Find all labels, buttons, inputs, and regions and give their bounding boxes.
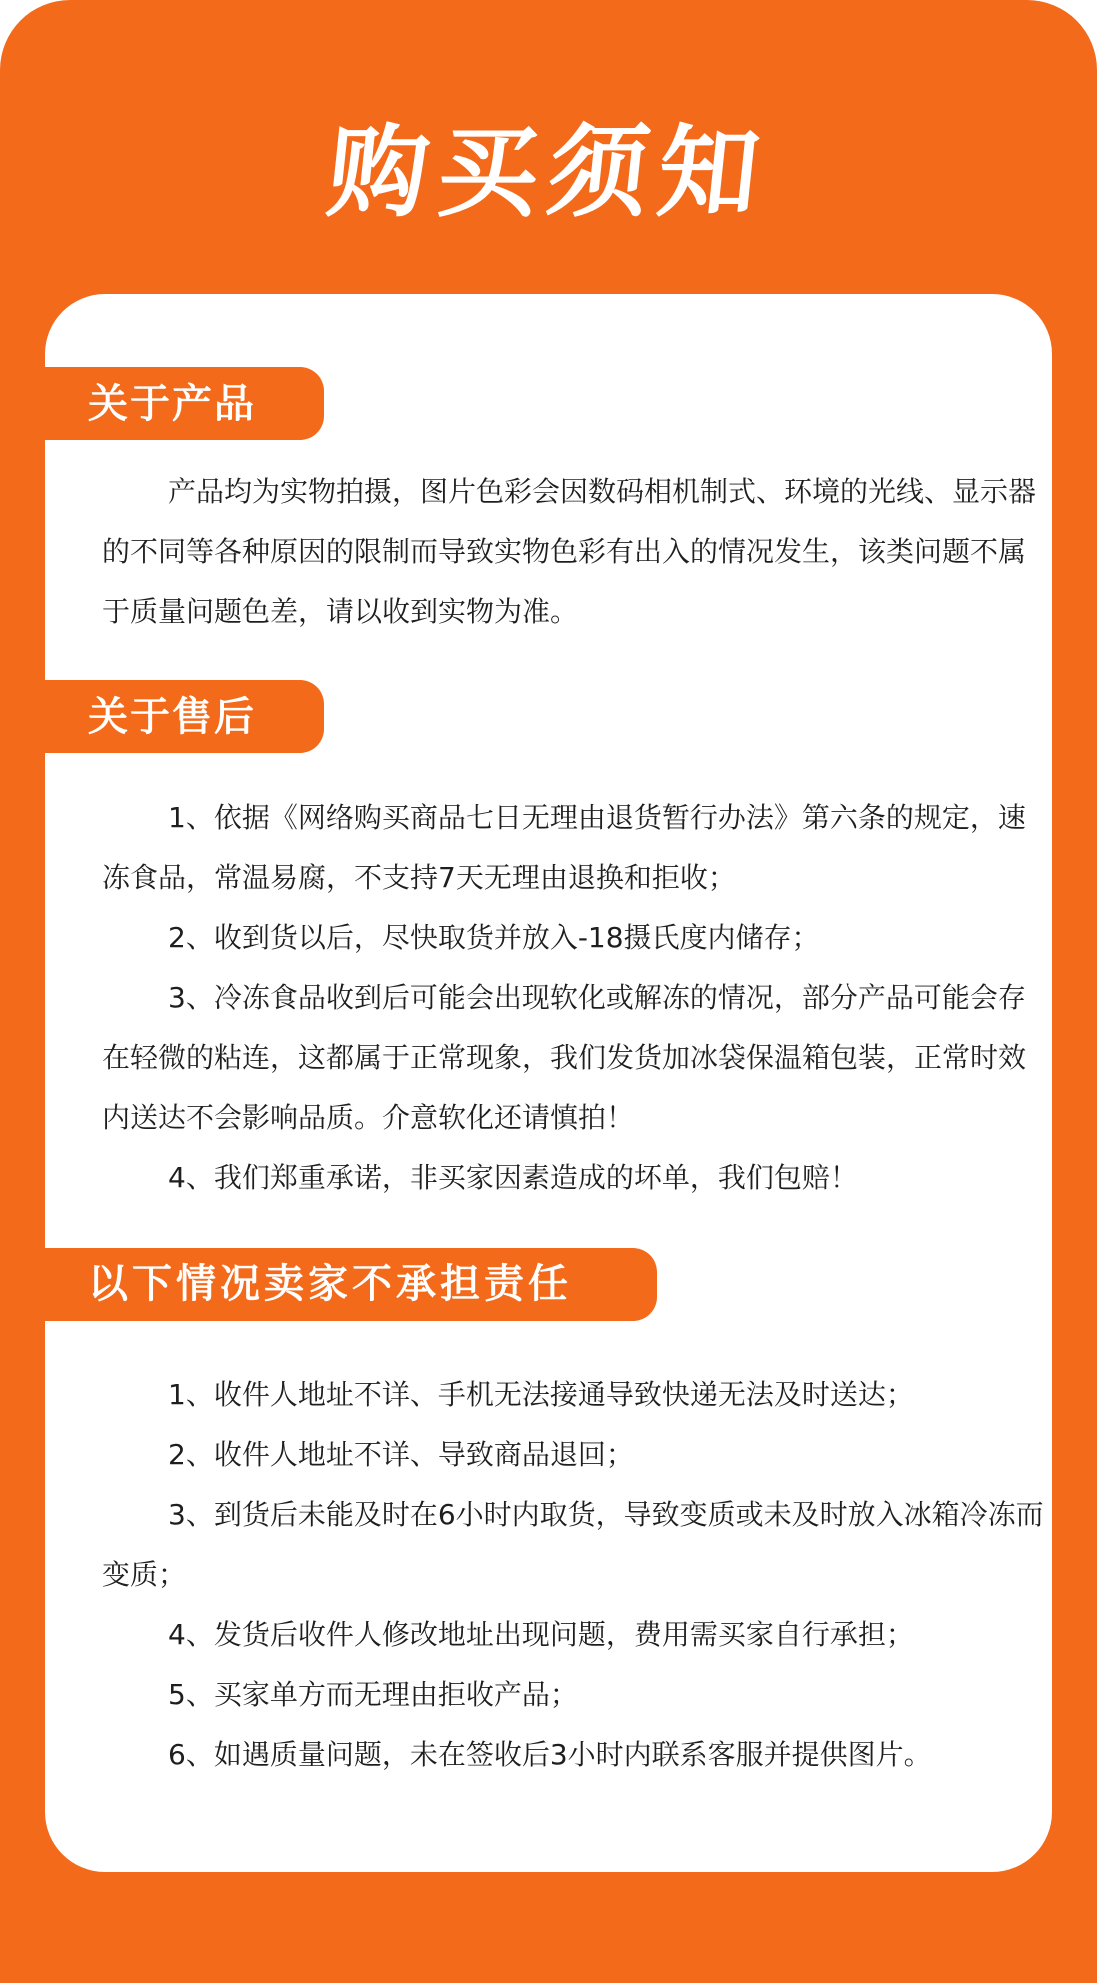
list-item: 6、如遇质量问题，未在签收后3小时内联系客服并提供图片。 xyxy=(168,1738,932,1771)
after-sales-list xyxy=(102,788,1052,1208)
list-item: 1、收件人地址不详、手机无法接通导致快递无法及时送达； xyxy=(168,1378,914,1411)
list-item: 4、我们郑重承诺，非买家因素造成的坏单，我们包赔！ xyxy=(168,1161,858,1194)
list-item: 4、发货后收件人修改地址出现问题，费用需买家自行承担； xyxy=(168,1618,914,1651)
list-item: 2、收到货以后，尽快取货并放入-18摄氏度内储存； xyxy=(168,921,820,954)
disclaimer-list xyxy=(102,1365,1052,1785)
page-title: 购买须知 xyxy=(322,113,775,231)
list-item: 5、买家单方而无理由拒收产品； xyxy=(168,1678,578,1711)
product-paragraph: 产品均为实物拍摄，图片色彩会因数码相机制式、环境的光线、显示器的不同等各种原因的限制而导致实物色彩有出入的情况发生，该类问题不属于质量问题色差，请以收到实物为准。 xyxy=(102,475,1037,628)
notice-card xyxy=(45,294,1052,1872)
list-item: 3、冷冻食品收到后可能会出现软化或解冻的情况，部分产品可能会存在轻微的粘连，这都属于正常现象，我们发货加冰袋保温箱包装，正常时效内送达不会影响品质。介意软化还请慎拍！ xyxy=(102,981,1027,1134)
section-heading-product: 关于产品 xyxy=(45,367,324,440)
section-heading-after-sales: 关于售后 xyxy=(45,680,324,753)
list-item: 3、到货后未能及时在6小时内取货，导致变质或未及时放入冰箱冷冻而变质； xyxy=(102,1498,1044,1591)
list-item: 1、依据《网络购买商品七日无理由退货暂行办法》第六条的规定，速冻食品，常温易腐，不支持7天无理由退换和拒收； xyxy=(102,801,1026,894)
list-item: 2、收件人地址不详、导致商品退回； xyxy=(168,1438,634,1471)
section-heading-disclaimer: 以下情况卖家不承担责任 xyxy=(45,1248,657,1321)
